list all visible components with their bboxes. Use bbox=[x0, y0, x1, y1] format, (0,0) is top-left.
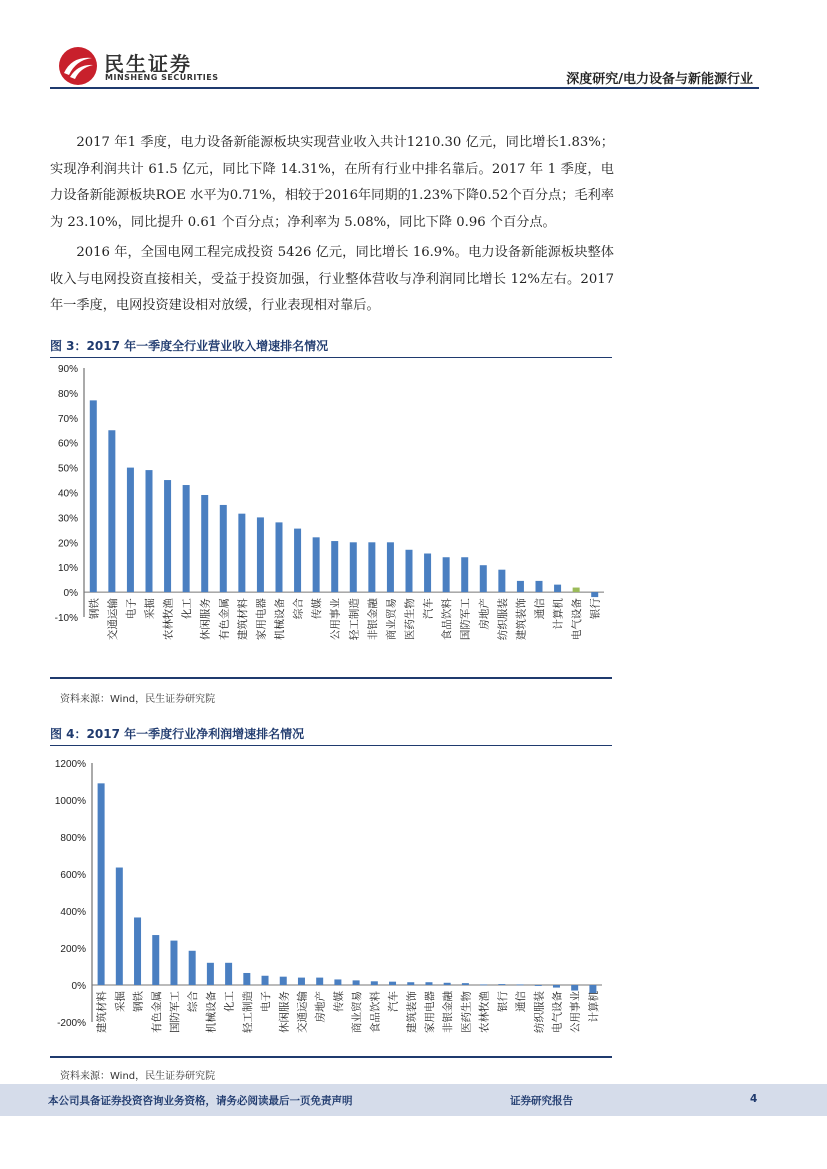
bar-7 bbox=[201, 495, 208, 592]
figure-3-chart bbox=[50, 356, 612, 676]
bar-2 bbox=[108, 430, 115, 592]
figure-3-bottom-rule bbox=[50, 677, 612, 679]
x-category-label: 汽车 bbox=[387, 991, 400, 1012]
x-category-label: 采掘 bbox=[144, 598, 156, 620]
paragraph-text: 2016 年，全国电网工程完成投资 5426 亿元，同比增长 16.9%。电力设备新能源板块整体收入与电网投资直接相关，受益于投资加强，行业整体营收与净利润同比增长 12%左右。2017 年一季度，电网投资建设相对放缓，行业表现相对靠后。 bbox=[50, 245, 614, 313]
bar-11 bbox=[276, 522, 283, 592]
x-category-label: 国防军工 bbox=[459, 598, 472, 641]
bar-8 bbox=[225, 963, 232, 985]
y-tick-label: 60% bbox=[57, 438, 78, 450]
bar-6 bbox=[189, 951, 196, 985]
bar-1 bbox=[98, 783, 105, 985]
bar-15 bbox=[350, 542, 357, 592]
x-category-label: 有色金属 bbox=[150, 991, 163, 1033]
bar-11 bbox=[280, 977, 287, 985]
x-category-label: 传媒 bbox=[332, 991, 345, 1012]
x-category-label: 国防军工 bbox=[168, 991, 181, 1033]
bar-14 bbox=[334, 979, 341, 985]
x-category-label: 电子 bbox=[125, 598, 138, 620]
figure-4-source: 资料来源：Wind，民生证券研究院 bbox=[60, 1071, 216, 1082]
x-category-label: 建筑材料 bbox=[96, 991, 109, 1033]
bar-5 bbox=[164, 480, 171, 592]
bar-16 bbox=[368, 542, 375, 592]
footer-report-type: 证券研究报告 bbox=[510, 1095, 573, 1107]
bar-17 bbox=[389, 982, 396, 985]
x-category-label: 通信 bbox=[534, 598, 546, 620]
x-category-label: 家用电器 bbox=[423, 991, 436, 1033]
page-number: 4 bbox=[750, 1093, 758, 1105]
bar-12 bbox=[294, 529, 301, 592]
report-section-title: 深度研究/电力设备与新能源行业 bbox=[566, 72, 753, 87]
x-category-label: 农林牧渔 bbox=[478, 991, 491, 1033]
x-category-label: 计算机 bbox=[552, 598, 565, 630]
y-tick-label: 70% bbox=[57, 413, 78, 425]
x-category-label: 轻工制造 bbox=[348, 598, 361, 641]
bar-22 bbox=[480, 984, 487, 985]
y-tick-label: 200% bbox=[60, 944, 86, 955]
bar-2 bbox=[116, 868, 123, 985]
bar-9 bbox=[243, 973, 250, 985]
bar-27 bbox=[571, 985, 578, 991]
x-category-label: 交通运输 bbox=[296, 991, 309, 1033]
y-tick-label: 50% bbox=[57, 463, 78, 475]
y-tick-label: 20% bbox=[57, 538, 78, 550]
x-category-label: 钢铁 bbox=[88, 598, 101, 620]
x-category-label: 电气设备 bbox=[551, 991, 564, 1033]
bar-19 bbox=[425, 982, 432, 985]
figure-3-title: 图 3：2017 年一季度全行业营业收入增速排名情况 bbox=[50, 337, 612, 358]
x-category-label: 轻工制造 bbox=[241, 991, 254, 1033]
bar-23 bbox=[498, 570, 505, 592]
bar-7 bbox=[207, 963, 214, 985]
y-tick-label: 0% bbox=[71, 981, 86, 992]
page-footer bbox=[0, 1084, 827, 1116]
x-category-label: 家用电器 bbox=[255, 598, 268, 641]
bar-13 bbox=[316, 978, 323, 985]
x-category-label: 建筑装饰 bbox=[515, 598, 528, 641]
bar-26 bbox=[553, 985, 560, 988]
bar-3 bbox=[127, 468, 134, 592]
bar-4 bbox=[146, 470, 153, 592]
x-category-label: 建筑材料 bbox=[236, 598, 249, 641]
bar-27 bbox=[573, 588, 580, 593]
company-logo bbox=[58, 46, 228, 86]
bar-1 bbox=[90, 400, 97, 592]
x-category-label: 钢铁 bbox=[132, 991, 145, 1012]
x-category-label: 建筑装饰 bbox=[405, 991, 418, 1033]
bar-6 bbox=[183, 485, 190, 592]
header-divider bbox=[50, 87, 759, 89]
x-category-label: 商业贸易 bbox=[385, 598, 398, 641]
minsheng-logo-icon bbox=[58, 46, 98, 86]
bar-15 bbox=[353, 980, 360, 985]
figure-3-source: 资料来源：Wind，民生证券研究院 bbox=[60, 694, 216, 705]
bar-5 bbox=[170, 941, 177, 985]
bar-26 bbox=[554, 585, 561, 592]
paragraph-text: 2017 年1 季度，电力设备新能源板块实现营业收入共计1210.30 亿元，同比增长1.83%；实现净利润共计 61.5 亿元，同比下降 14.31%，在所有行业中排名靠后。2017 年 1 季度，电力设备新能源板块ROE 水平为0.71%，相较于2016年同期的1.23%下降0.52个百分点；毛利率为 23.10%，同比提升 0.61 个百分点；净利率为 5.08%，同比下降 0.96 个百分点。 bbox=[50, 135, 614, 230]
x-category-label: 银行 bbox=[496, 991, 509, 1012]
y-tick-label: 0% bbox=[63, 588, 78, 600]
bar-13 bbox=[313, 537, 320, 592]
x-category-label: 食品饮料 bbox=[369, 991, 382, 1033]
y-tick-label: 90% bbox=[57, 364, 78, 375]
x-category-label: 银行 bbox=[589, 598, 602, 620]
x-category-label: 纺织服装 bbox=[496, 598, 509, 641]
bar-8 bbox=[220, 505, 227, 592]
y-tick-label: 800% bbox=[60, 833, 86, 844]
x-category-label: 食品饮料 bbox=[441, 598, 454, 641]
x-category-label: 非银金融 bbox=[442, 991, 455, 1033]
x-category-label: 机械设备 bbox=[274, 598, 286, 641]
x-category-label: 化工 bbox=[181, 598, 194, 620]
y-tick-label: 10% bbox=[57, 563, 78, 575]
y-tick-label: 600% bbox=[60, 870, 86, 881]
x-category-label: 农林牧渔 bbox=[162, 598, 175, 641]
bar-10 bbox=[262, 976, 269, 985]
bar-25 bbox=[536, 581, 543, 592]
y-tick-label: 80% bbox=[57, 388, 78, 400]
y-tick-label: 1200% bbox=[54, 759, 86, 770]
y-tick-label: -10% bbox=[54, 613, 78, 624]
body-paragraph-2 bbox=[50, 240, 614, 320]
x-category-label: 综合 bbox=[187, 991, 200, 1012]
bar-22 bbox=[480, 565, 487, 592]
x-category-label: 汽车 bbox=[422, 598, 435, 620]
x-category-label: 非银金融 bbox=[366, 598, 379, 641]
x-category-label: 传媒 bbox=[311, 598, 324, 620]
footer-disclaimer: 本公司具备证券投资咨询业务资格，请务必阅读最后一页免责声明 bbox=[48, 1095, 353, 1107]
y-tick-label: 1000% bbox=[54, 796, 86, 807]
revenue-growth-bar-chart bbox=[50, 356, 612, 676]
x-category-label: 计算机 bbox=[587, 991, 600, 1023]
x-category-label: 交通运输 bbox=[106, 598, 119, 641]
x-category-label: 医药生物 bbox=[460, 991, 473, 1033]
bar-25 bbox=[535, 985, 542, 986]
bar-20 bbox=[443, 557, 450, 592]
bar-16 bbox=[371, 981, 378, 985]
x-category-label: 电气设备 bbox=[571, 598, 584, 641]
y-tick-label: -200% bbox=[57, 1018, 86, 1029]
bar-24 bbox=[517, 581, 524, 592]
x-category-label: 公用事业 bbox=[569, 991, 582, 1033]
x-category-label: 休闲服务 bbox=[199, 598, 212, 641]
bar-20 bbox=[444, 983, 451, 985]
body-paragraph-1 bbox=[50, 130, 614, 236]
figure-4-chart bbox=[50, 745, 612, 1055]
x-category-label: 休闲服务 bbox=[278, 991, 291, 1033]
bar-24 bbox=[517, 984, 524, 985]
logo-english-name: MINSHENG SECURITIES bbox=[105, 73, 219, 82]
y-tick-label: 30% bbox=[57, 513, 78, 525]
bar-23 bbox=[498, 984, 505, 985]
bar-18 bbox=[407, 982, 414, 985]
bar-10 bbox=[257, 517, 264, 592]
x-category-label: 机械设备 bbox=[205, 991, 218, 1033]
bar-9 bbox=[238, 514, 245, 592]
x-category-label: 电子 bbox=[260, 991, 273, 1012]
bar-4 bbox=[152, 935, 159, 985]
x-category-label: 公用事业 bbox=[329, 598, 342, 641]
x-category-label: 房地产 bbox=[314, 991, 327, 1023]
bar-3 bbox=[134, 917, 141, 985]
x-category-label: 纺织服装 bbox=[533, 991, 546, 1033]
bar-19 bbox=[424, 554, 431, 593]
figure-4-bottom-rule bbox=[50, 1056, 612, 1058]
y-tick-label: 400% bbox=[60, 907, 86, 918]
bar-21 bbox=[462, 983, 469, 985]
bar-17 bbox=[387, 542, 394, 592]
figure-4-title: 图 4：2017 年一季度行业净利润增速排名情况 bbox=[50, 725, 612, 746]
x-category-label: 通信 bbox=[515, 991, 528, 1012]
bar-28 bbox=[591, 592, 598, 597]
x-category-label: 医药生物 bbox=[404, 598, 416, 641]
net-profit-growth-bar-chart bbox=[50, 745, 612, 1055]
bar-14 bbox=[331, 541, 338, 592]
x-category-label: 采掘 bbox=[114, 991, 127, 1012]
bar-21 bbox=[461, 557, 468, 592]
x-category-label: 综合 bbox=[292, 598, 305, 620]
x-category-label: 化工 bbox=[223, 991, 236, 1012]
x-category-label: 有色金属 bbox=[218, 598, 231, 641]
bar-18 bbox=[406, 550, 413, 592]
y-tick-label: 40% bbox=[57, 488, 78, 500]
bar-12 bbox=[298, 978, 305, 985]
x-category-label: 房地产 bbox=[478, 598, 491, 630]
x-category-label: 商业贸易 bbox=[351, 991, 364, 1033]
logo-chinese-name: 民生证券 bbox=[104, 52, 192, 76]
